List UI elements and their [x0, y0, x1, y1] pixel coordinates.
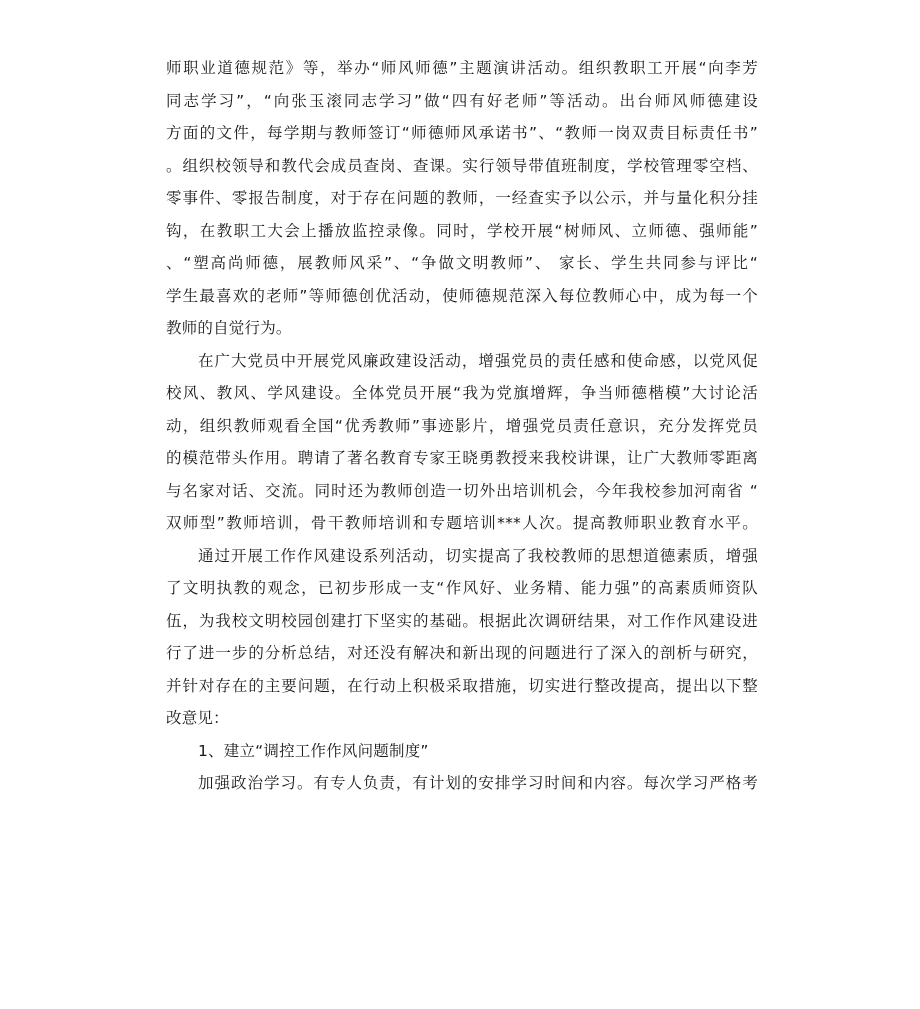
text-line: 方面的文件，每学期与教师签订“师德师风承诺书”、“教师一岗双责目标责任书”: [166, 124, 758, 142]
document-body: [166, 52, 758, 800]
paragraph-political-study: [166, 767, 758, 800]
text-line: 、“塑高尚师德，展教师风采”、“争做文明教师”、 家长、学生共同参与评比“: [166, 254, 758, 272]
text-line: 的模范带头作用。聘请了著名教育专家王晓勇教授来我校讲课，让广大教师零距离: [166, 449, 758, 467]
text-line: 钩，在教职工大会上播放监控录像。同时，学校开展“树师风、立师德、强师能”: [166, 221, 758, 240]
text-line: 并针对存在的主要问题，在行动上积极采取措施，切实进行整改提高，提出以下整: [166, 676, 758, 695]
text-line: 校风、教风、学风建设。全体党员开展“我为党旗增辉，争当师德楷模”大讨论活: [166, 384, 758, 402]
paragraph-work-style: [166, 540, 758, 735]
text-line: 在广大党员中开展党风廉政建设活动，增强党员的责任感和使命感，以党风促: [198, 351, 758, 370]
paragraph-party-conduct: [166, 345, 758, 540]
text-line: 加强政治学习。有专人负责，有计划的安排学习时间和内容。每次学习严格考: [198, 774, 758, 792]
text-line: 师职业道德规范》等，举办“师风师德”主题演讲活动。组织教职工开展“向李芳: [166, 59, 758, 77]
text-line: 零事件、零报告制度，对于存在问题的教师，一经查实予以公示，并与量化积分挂: [166, 189, 758, 207]
section-heading-1: [166, 735, 758, 768]
text-line: 。组织校领导和教代会成员查岗、查课。实行领导带值班制度，学校管理零空档、: [166, 156, 758, 175]
text-line: 动，组织教师观看全国“优秀教师”事迹影片，增强党员责任意识，充分发挥党员: [166, 416, 758, 435]
text-line: 伍，为我校文明校园创建打下坚实的基础。根据此次调研结果，对工作作风建设进: [166, 611, 758, 630]
text-line: 同志学习”，“向张玉滚同志学习”做“四有好老师”等活动。出台师风师德建设: [166, 91, 758, 110]
text-line: 通过开展工作作风建设系列活动，切实提高了我校教师的思想道德素质，增强: [198, 546, 758, 565]
text-line: 教师的自觉行为。: [166, 319, 292, 337]
text-line: 双师型”教师培训，骨干教师培训和专题培训***人次。提高教师职业教育水平。: [166, 514, 758, 532]
paragraph-teacher-ethics: [166, 52, 758, 345]
text-line: 学生最喜欢的老师”等师德创优活动，使师德规范深入每位教师心中，成为每一个: [166, 286, 758, 305]
text-line: 了文明执教的观念，已初步形成一支“作风好、业务精、能力强”的高素质师资队: [166, 579, 758, 597]
text-line: 与名家对话、交流。同时还为教师创造一切外出培训机会，今年我校参加河南省 “: [166, 481, 758, 500]
text-line: 改意见：: [166, 709, 229, 727]
section-heading-text: 1、建立“调控工作作风问题制度”: [198, 741, 429, 760]
text-line: 行了进一步的分析总结，对还没有解决和新出现的问题进行了深入的剖析与研究，: [166, 644, 758, 662]
